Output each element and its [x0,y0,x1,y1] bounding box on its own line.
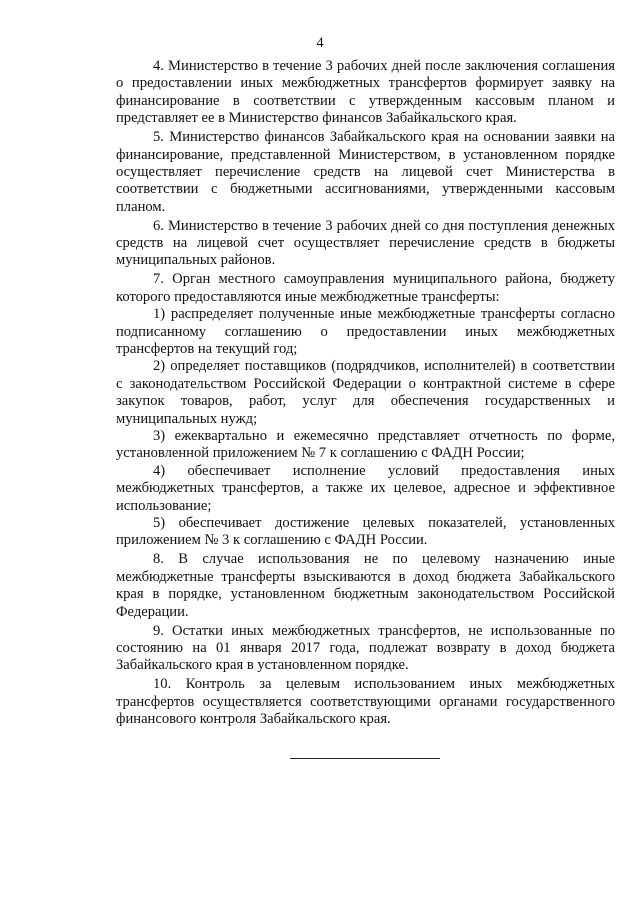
document-body [116,58,615,730]
list-item-1-distribution: 1) распределяет полученные иные межбюджетные трансферты согласно подписанному соглашению о предоставлении иных межбюджетных трансфертов на текущий год; [116,306,615,357]
paragraph-6-transfer-to-districts: 6. Министерство в течение 3 рабочих дней со дня поступления денежных средств на лицевой счет осуществляет перечисление средств в бюджеты муниципальных районов. [116,217,615,269]
paragraph-7-local-authority-duties: 7. Орган местного самоуправления муниципального района, бюджету которого предоставляются иные межбюджетные трансферты: [116,271,615,305]
page-number: 4 [316,35,324,51]
paragraph-8-misuse-recovery: 8. В случае использования не по целевому назначению иные межбюджетные трансферты взыскиваются в доход бюджета Забайкальского края в порядке, установленном бюджетным законодательством Российской Федерации. [116,551,615,620]
list-item-4-proper-use: 4) обеспечивает исполнение условий предоставления иных межбюджетных трансфертов, а также их целевое, адресное и эффективное использование; [116,462,615,514]
closing-divider-line [290,758,440,759]
paragraph-5-transfer-to-ministry: 5. Министерство финансов Забайкальского края на основании заявки на финансирование, представленной Министерством, в установленном порядке осуществляет перечисление средств на лицевой счет Министерства в соответствии с бюджетными ассигнованиями, утвержденными кассовым планом. [116,129,615,215]
paragraph-4-application: 4. Министерство в течение 3 рабочих дней после заключения соглашения о предоставлении иных межбюджетных трансфертов формирует заявку на финансирование в соответствии с утвержденным кассовым планом и представляет ее в Министерство финансов Забайкальского края. [116,58,615,127]
paragraph-9-unused-balances: 9. Остатки иных межбюджетных трансфертов, не использованные по состоянию на 01 января 2017 года, подлежат возврату в доход бюджета Забайкальского края в установленном порядке. [116,622,615,674]
list-item-3-reporting: 3) ежеквартально и ежемесячно представляет отчетность по форме, установленной приложением № 7 к соглашению с ФАДН России; [116,428,615,462]
list-item-2-suppliers: 2) определяет поставщиков (подрядчиков, исполнителей) в соответствии с законодательством Российской Федерации о контрактной системе в сфере закупок товаров, работ, услуг для обеспечения государственных и муниципальных нужд; [116,358,615,427]
paragraph-10-control: 10. Контроль за целевым использованием иных межбюджетных трансфертов осуществляется соответствующими органами государственного финансового контроля Забайкальского края. [116,676,615,728]
list-item-5-targets: 5) обеспечивает достижение целевых показателей, установленных приложением № 3 к соглашению с ФАДН России. [116,515,615,549]
